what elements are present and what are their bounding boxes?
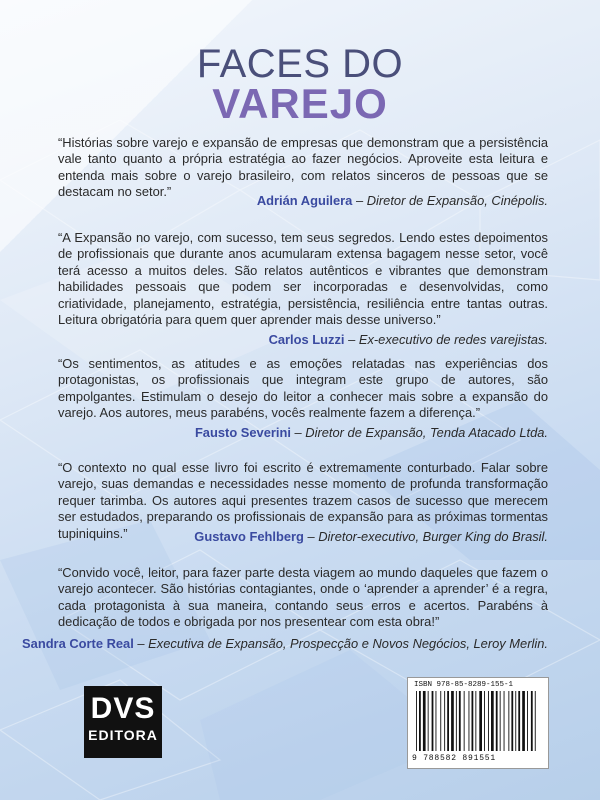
title-faces-do: FACES DO bbox=[196, 42, 404, 86]
dvs-editora-logo bbox=[84, 686, 162, 758]
quote-3-author: Fausto Severini bbox=[194, 425, 291, 440]
quote-4-attribution: Gustavo Fehlberg – Diretor-executivo, Burger King do Brasil. bbox=[194, 529, 548, 544]
isbn-label: ISBN 978-85-8289-155-1 bbox=[414, 681, 514, 689]
quote-1-role: Diretor de Expansão, Cinépolis. bbox=[366, 193, 548, 208]
quote-4-role: Diretor-executivo, Burger King do Brasil. bbox=[318, 529, 548, 544]
quote-5-attribution: Sandra Corte Real – Executiva de Expansão, Prospecção e Novos Negócios, Leroy Merlin. bbox=[22, 636, 548, 651]
isbn-number: 9 788582 891551 bbox=[412, 754, 497, 763]
barcode-icon bbox=[414, 691, 542, 753]
quote-3-role: Diretor de Expansão, Tenda Atacado Ltda. bbox=[305, 425, 548, 440]
quote-2-text: “A Expansão no varejo, com sucesso, tem seus segredos. Lendo estes depoimentos de profissionais que durante anos acumularam extensa bagagem nesse setor, você terá acesso a muitos deles. São relatos autênticos e vibrantes que demonstram habilidades pessoais que podem ser incorporadas e desenvolvidas, como criatividade, planejamento, estratégia, persistência, resiliência entre tantas outras. Leitura obrigatória para quem quer aprender mais desse universo.” bbox=[58, 230, 548, 328]
quote-1-text: “Histórias sobre varejo e expansão de empresas que demonstram que a persistência vale tanto quanto a própria estratégia ao fazer negócios. Aproveite esta leitura e entenda mais sobre o varejo brasileiro, com relatos sinceros de pessoas que se destacam no setor.” bbox=[58, 135, 548, 200]
quote-2-author: Carlos Luzzi bbox=[268, 332, 345, 347]
quote-3-attribution: Fausto Severini – Diretor de Expansão, Tenda Atacado Ltda. bbox=[194, 425, 548, 440]
quote-2-attribution: Carlos Luzzi – Ex-executivo de redes varejistas. bbox=[268, 332, 548, 347]
quote-4-author: Gustavo Fehlberg bbox=[194, 529, 304, 544]
quote-4-text: “O contexto no qual esse livro foi escrito é extremamente conturbado. Falar sobre varejo, suas demandas e necessidades nesse momento de profunda transformação requer tarimba. Os autores aqui presentes trazem casos de sucesso que merecem ser estudados, preparando os profissionais de expansão para as próximas tormentas tupiniquins.” bbox=[58, 460, 548, 541]
quote-5-text: “Convido você, leitor, para fazer parte desta viagem ao mundo daqueles que fazem o varejo acontecer. São histórias contagiantes, onde o ‘aprender a aprender’ é a regra, cada protagonista à sua maneira, contando seus erros e acertos. Parabéns à dedicação de todos e obrigada por nos presentear com esta obra!” bbox=[58, 565, 548, 630]
quote-3-text: “Os sentimentos, as atitudes e as emoções relatadas nas experiências dos protagonistas, os profissionais que integram este grupo de autores, são empolgantes. Estimulam o desejo do leitor a conhecer mais sobre a expansão do varejo. Aos autores, meus parabéns, vocês realmente fazem a diferença.” bbox=[58, 356, 548, 421]
logo-editora-text: EDITORA bbox=[88, 727, 158, 743]
quote-2-role: Ex-executivo de redes varejistas. bbox=[358, 332, 548, 347]
logo-dvs-text: DVS bbox=[90, 692, 156, 725]
quote-1-author: Adrián Aguilera bbox=[256, 193, 353, 208]
title-varejo: VAREJO bbox=[212, 80, 388, 127]
isbn-barcode bbox=[407, 677, 549, 769]
quote-1-attribution: Adrián Aguilera – Diretor de Expansão, Cinépolis. bbox=[256, 193, 548, 208]
quote-5-author: Sandra Corte Real bbox=[22, 636, 134, 651]
quote-5-role: Executiva de Expansão, Prospecção e Novos Negócios, Leroy Merlin. bbox=[148, 636, 548, 651]
